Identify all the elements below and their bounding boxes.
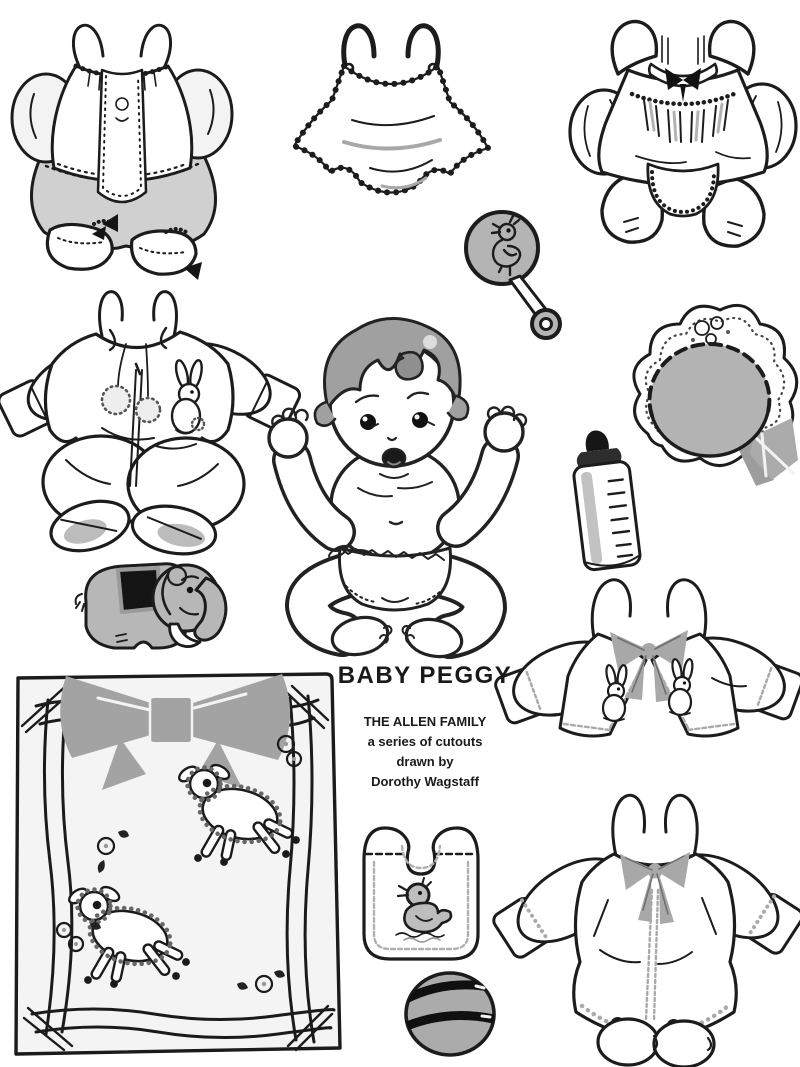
figure-toy-elephant xyxy=(60,546,232,664)
figure-striped-ball xyxy=(402,970,498,1058)
credit-line-subtitle: a series of cutouts xyxy=(367,734,483,749)
hanger-loop-icon xyxy=(141,25,171,68)
figure-bunny-jacket xyxy=(498,558,800,760)
hanger-loop-icon xyxy=(592,580,630,638)
figure-duck-bib xyxy=(340,816,500,968)
page-title: BABY PEGGY xyxy=(337,662,513,689)
figure-jacket-and-booties-outfit xyxy=(6,6,238,284)
hanger-loop-icon xyxy=(613,795,645,856)
figure-lamb-blanket xyxy=(2,662,346,1064)
credits-block xyxy=(335,712,515,792)
hanger-loop-icon xyxy=(665,795,697,856)
credit-line-artist: Dorothy Wagstaff xyxy=(371,774,479,789)
pompom-icon xyxy=(136,398,160,422)
pompom-icon xyxy=(102,386,130,414)
nipple-icon xyxy=(584,429,609,452)
credit-line-drawn-by: drawn by xyxy=(396,754,454,769)
figure-baby-bottle xyxy=(554,418,654,580)
title-block xyxy=(335,662,515,792)
figure-nightgown xyxy=(496,770,800,1067)
hanger-loop-icon xyxy=(668,580,706,638)
figure-sunsuit xyxy=(286,8,496,230)
hanger-loop-icon xyxy=(73,25,103,68)
credit-line-series: THE ALLEN FAMILY xyxy=(363,714,487,729)
figure-party-dress xyxy=(566,6,800,268)
